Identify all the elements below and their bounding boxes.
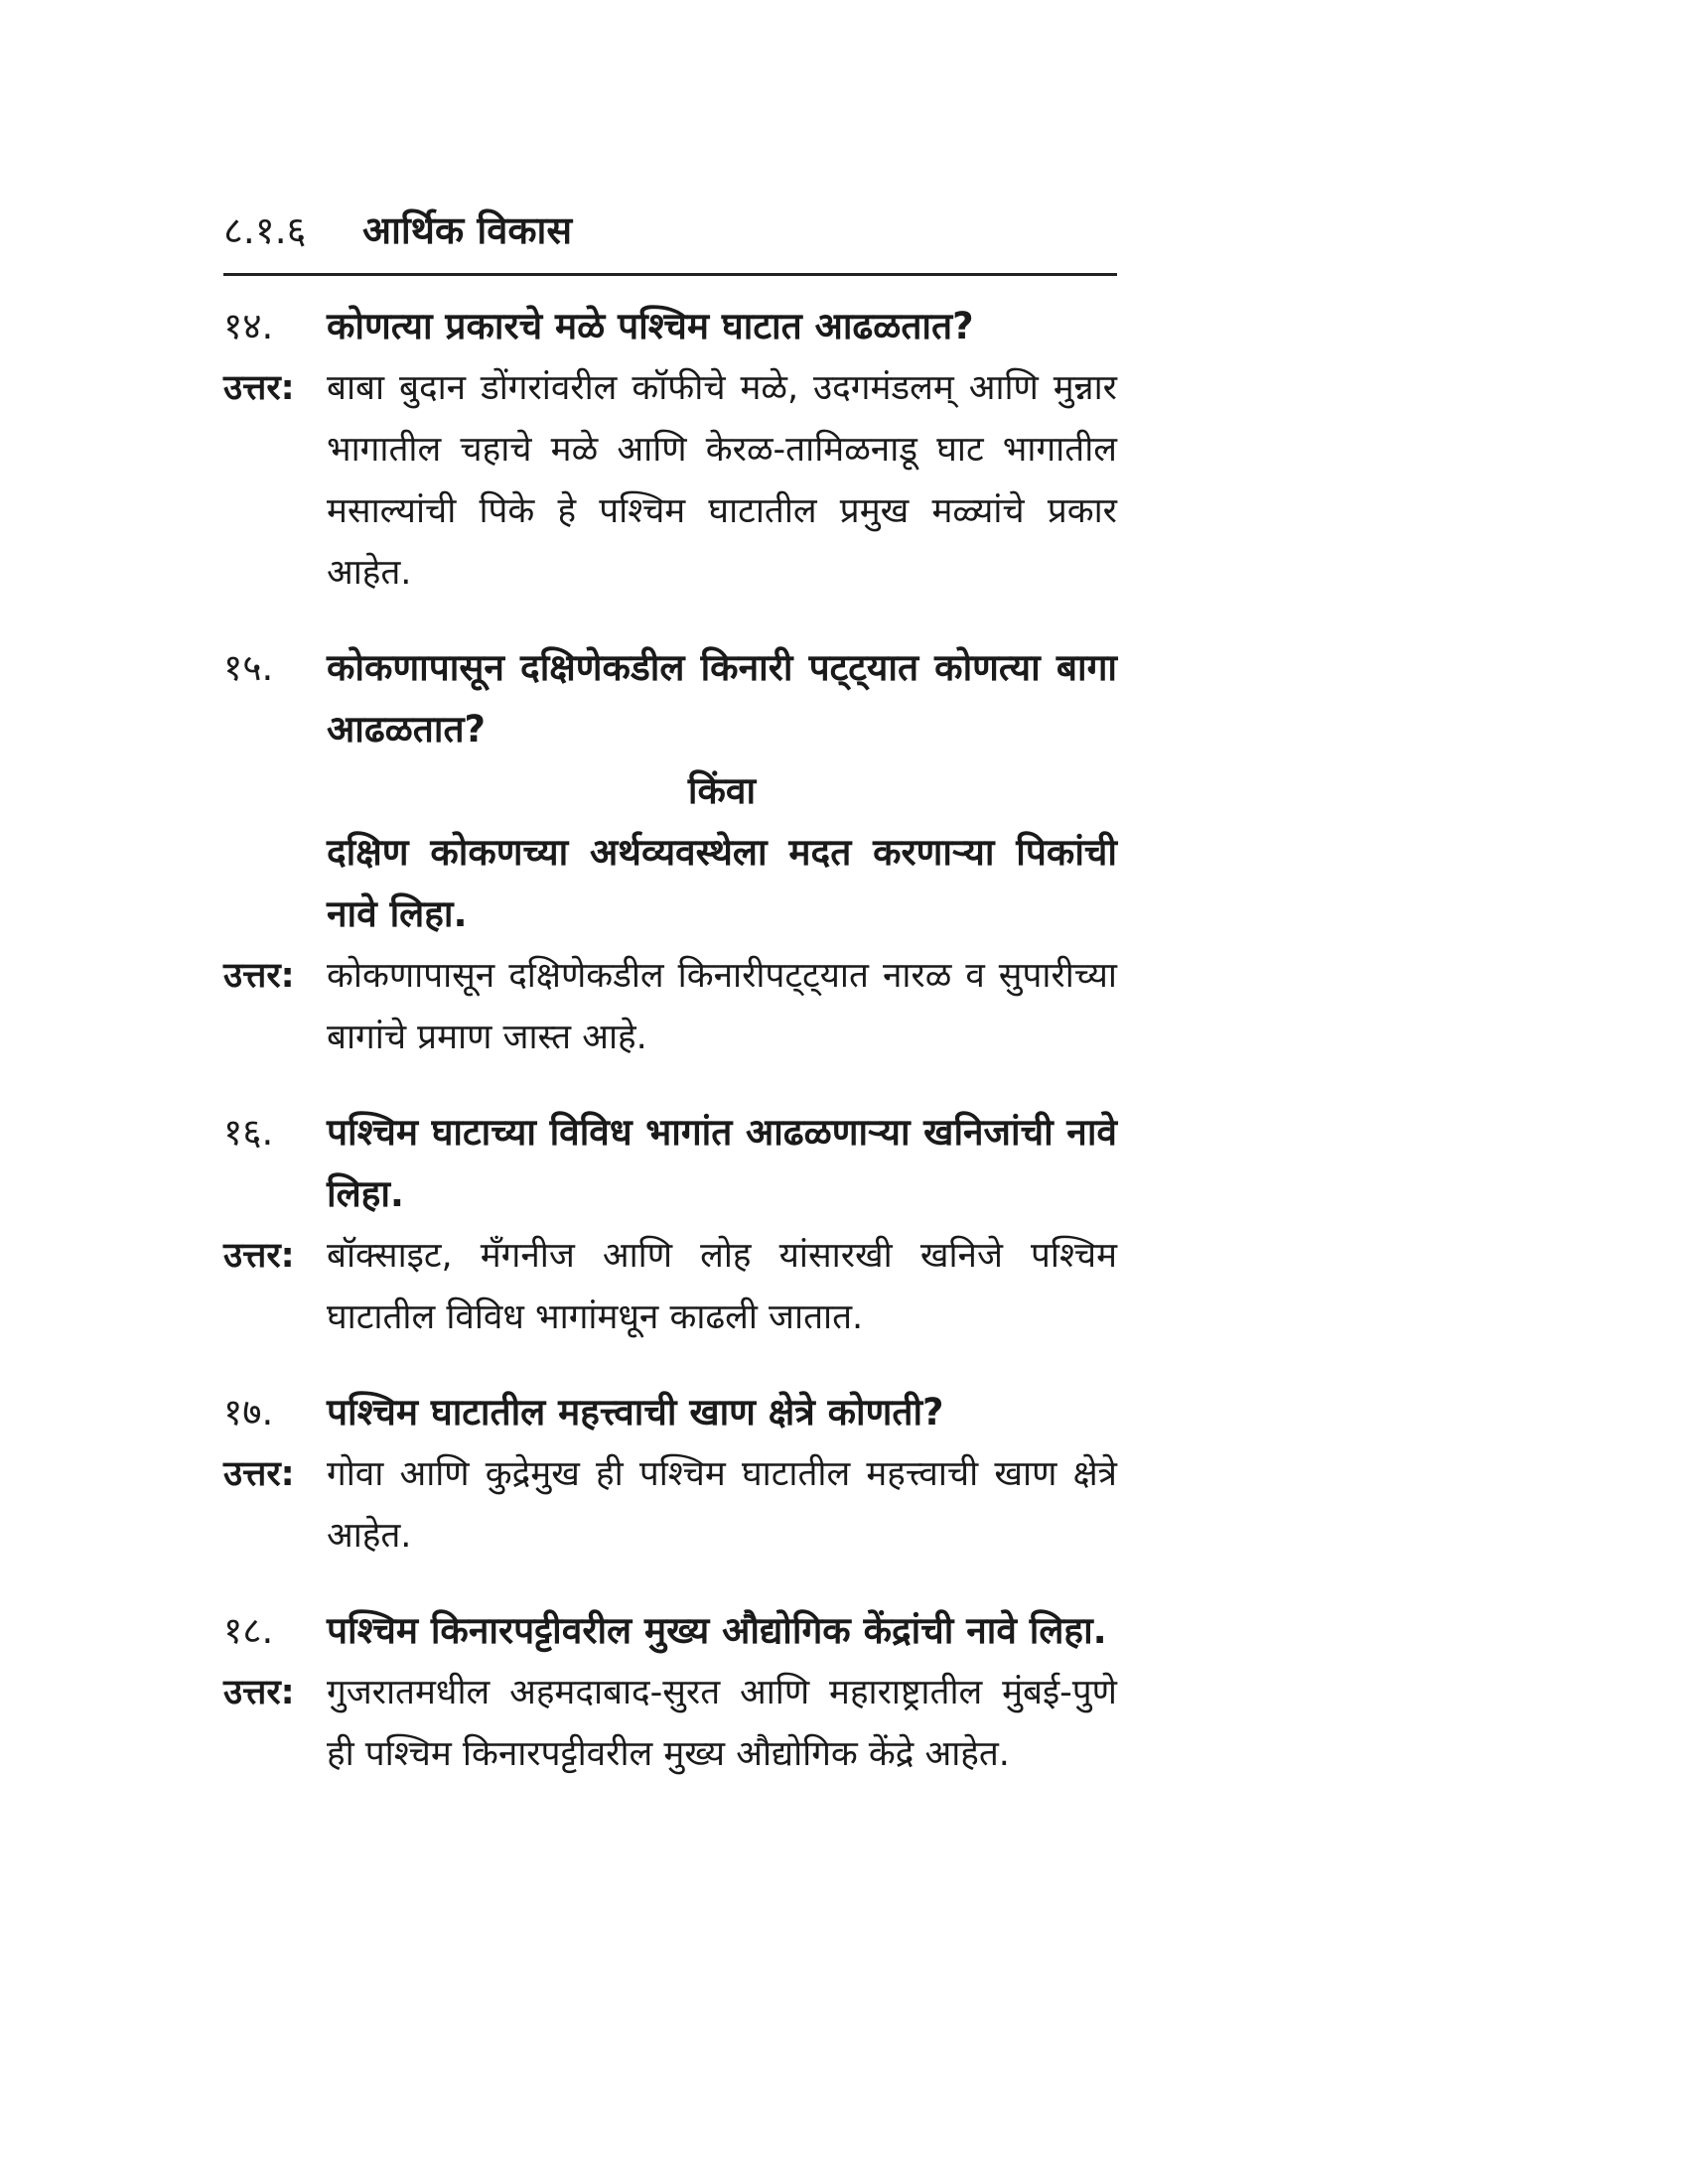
document-page: [223, 204, 1117, 1819]
or-separator: किंवा: [687, 769, 757, 812]
qa-item: [223, 1600, 1117, 1785]
answer-label: उत्तर:: [223, 1236, 295, 1276]
section-number: ८.१.६: [223, 208, 307, 252]
question-number: १६.: [223, 1111, 274, 1154]
answer-label: उत्तर:: [223, 956, 295, 996]
answer: [223, 1443, 1117, 1567]
question-text: कोणत्या प्रकारचे मळे पश्चिम घाटात आढळतात?: [327, 305, 974, 347]
answer-text: बॉक्साइट, मँगनीज आणि लोह यांसारखी खनिजे पश्चिम घाटातील विविध भागांमधून काढली जातात.: [327, 1236, 1117, 1337]
question: [223, 1102, 1117, 1225]
answer: [223, 1225, 1117, 1348]
qa-item: [223, 1382, 1117, 1567]
answer-label: उत्तर:: [223, 368, 295, 408]
answer-label: उत्तर:: [223, 1454, 295, 1494]
question: [223, 296, 1117, 357]
question: [223, 637, 1117, 760]
question-number: १७.: [223, 1391, 274, 1433]
answer: [223, 357, 1117, 604]
section-title: आर्थिक विकास: [362, 208, 573, 252]
answer-text: गोवा आणि कुद्रेमुख ही पश्चिम घाटातील महत्त्वाची खाण क्षेत्रे आहेत.: [327, 1454, 1117, 1556]
answer: [223, 945, 1117, 1068]
section-header: [223, 204, 1117, 276]
question-number: १८.: [223, 1609, 274, 1652]
answer-text: गुजरातमधील अहमदाबाद-सुरत आणि महाराष्ट्रातील मुंबई-पुणे ही पश्चिम किनारपट्टीवरील मुख्य औद्योगिक केंद्रे आहेत.: [327, 1673, 1117, 1774]
question-number: १४.: [223, 305, 274, 347]
qa-item: [223, 1102, 1117, 1348]
answer: [223, 1662, 1117, 1785]
answer-text: बाबा बुदान डोंगरांवरील कॉफीचे मळे, उदगमंडलम् आणि मुन्नार भागातील चहाचे मळे आणि केरळ-तामिळनाडू घाट भागातील मसाल्यांची पिके हे पश्चिम घाटातील प्रमुख मळ्यांचे प्रकार आहेत.: [327, 368, 1117, 593]
question: [223, 1600, 1117, 1662]
qa-item: [223, 296, 1117, 604]
question-number: १५.: [223, 646, 274, 689]
qa-item: [223, 637, 1117, 1068]
answer-text: कोकणापासून दक्षिणेकडील किनारीपट्ट्यात नारळ व सुपारीच्या बागांचे प्रमाण जास्त आहे.: [327, 956, 1117, 1057]
question-text: पश्चिम घाटातील महत्त्वाची खाण क्षेत्रे कोणती?: [327, 1391, 944, 1433]
alternate-question-text: दक्षिण कोकणच्या अर्थव्यवस्थेला मदत करणाऱ्या पिकांची नावे लिहा.: [327, 831, 1117, 935]
alternate-question: [223, 822, 1117, 945]
question-text: पश्चिम किनारपट्टीवरील मुख्य औद्योगिक केंद्रांची नावे लिहा.: [327, 1609, 1107, 1652]
answer-label: उत्तर:: [223, 1673, 295, 1712]
question-text: पश्चिम घाटाच्या विविध भागांत आढळणाऱ्या खनिजांची नावे लिहा.: [327, 1111, 1117, 1215]
question-text: कोकणापासून दक्षिणेकडील किनारी पट्ट्यात कोणत्या बागा आढळतात?: [327, 646, 1117, 751]
question: [223, 1382, 1117, 1443]
